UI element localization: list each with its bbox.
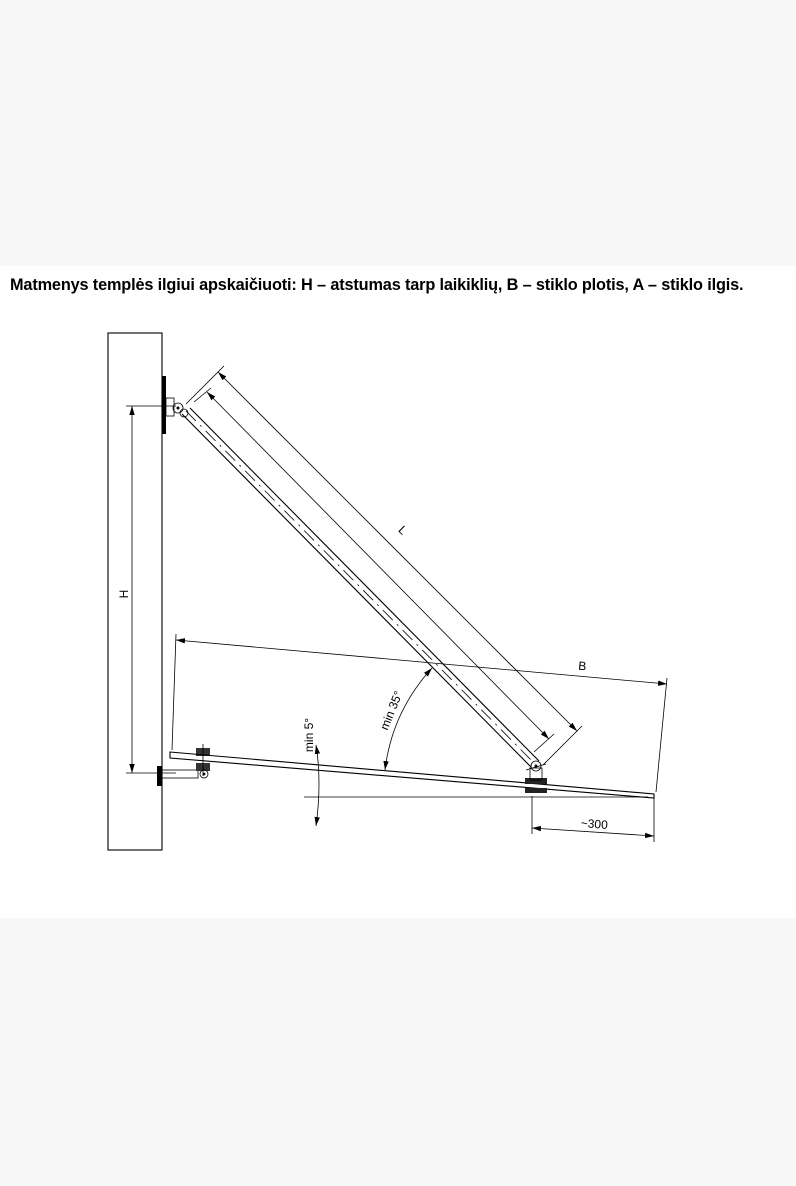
- dimension-overhang: [532, 796, 654, 842]
- angle-min-5: [302, 718, 648, 826]
- angle-min-35-label: min 35°: [377, 688, 406, 733]
- dimension-overhang-label: ~300: [580, 816, 609, 832]
- dimension-b-label: B: [577, 658, 587, 674]
- dimension-b: [172, 634, 667, 792]
- dimension-h: [117, 406, 176, 773]
- glass-pane: [170, 752, 654, 798]
- dimension-h-label: H: [117, 589, 131, 599]
- glass-clamp: [525, 761, 547, 793]
- dimension-rod-inner: [194, 388, 554, 752]
- figure-caption: Matmenys templės ilgiui apskaičiuoti: H – atstumas tarp laikiklių, B – stiklo plotis, A – stiklo ilgis.: [10, 276, 744, 294]
- upper-wall-bracket: [162, 376, 188, 434]
- angle-min-5-label: min 5°: [302, 717, 316, 753]
- lower-wall-bracket: [157, 744, 210, 786]
- dimension-l: [186, 366, 582, 765]
- dimension-l-label: L: [395, 522, 411, 538]
- tie-rod: [182, 408, 539, 767]
- angle-min-35: [377, 668, 432, 770]
